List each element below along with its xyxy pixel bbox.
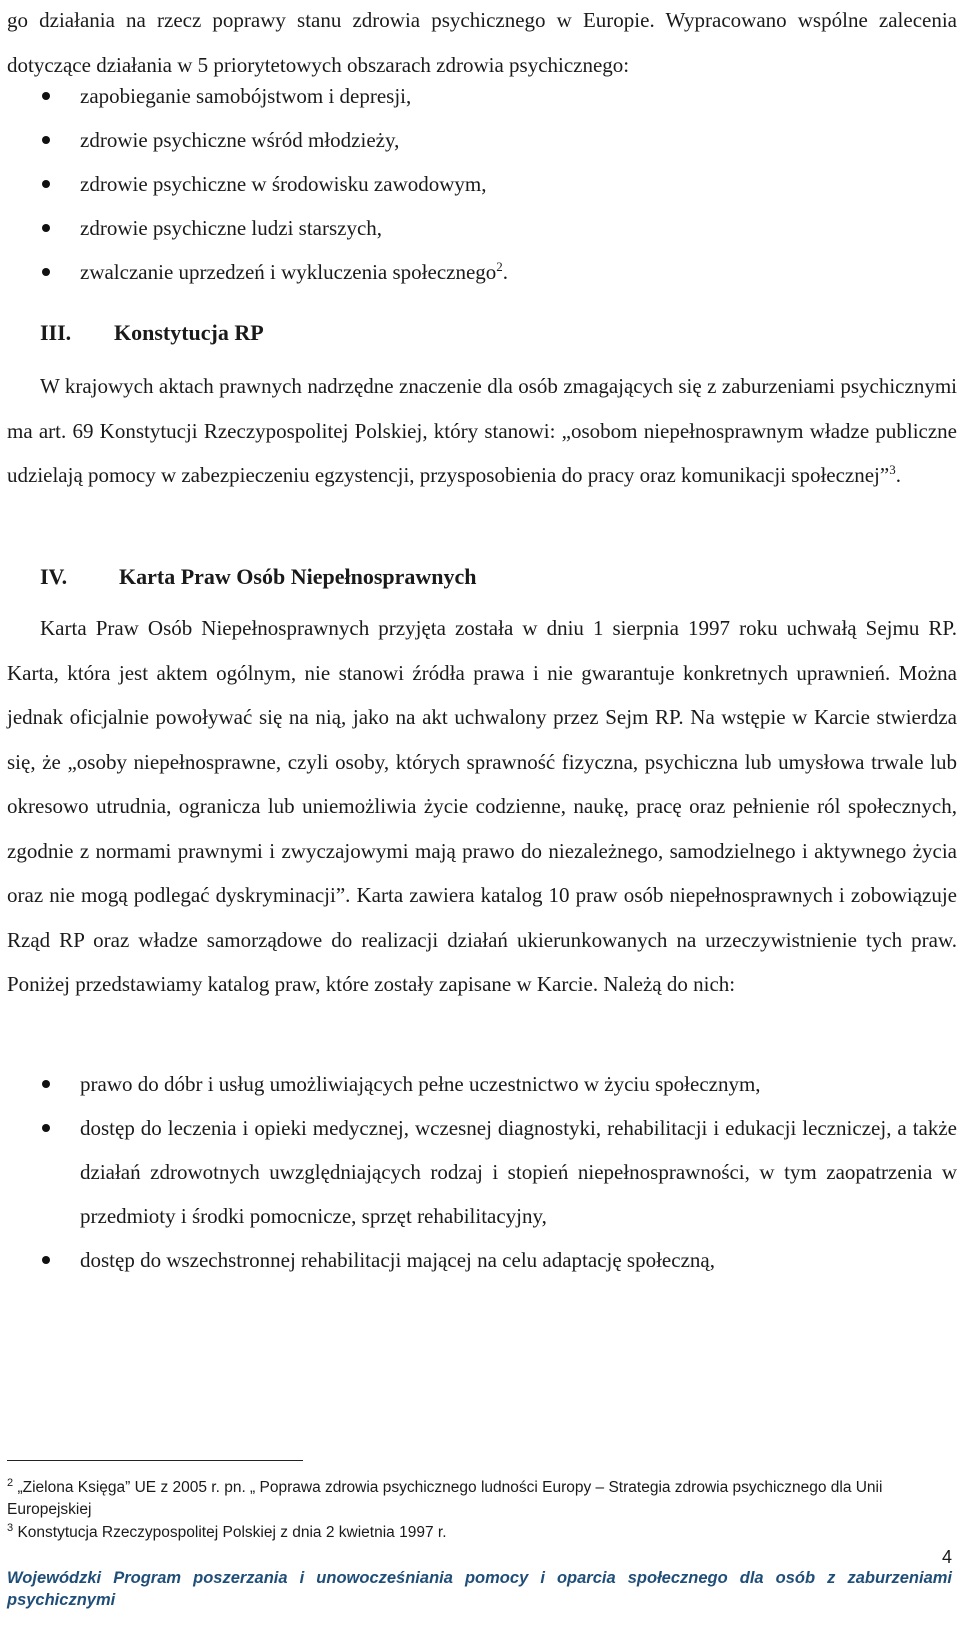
- intro-paragraph: go działania na rzecz poprawy stanu zdrowia psychicznego w Europie. Wypracowano wspólne zalecenia dotyczące działania w 5 priorytetowych obszarach zdrowia psychicznego:: [7, 8, 957, 77]
- bullet-icon: [42, 224, 50, 232]
- section-title: Konstytucja RP: [114, 320, 264, 345]
- footnote-separator: [7, 1460, 303, 1461]
- bullet-icon: [42, 1080, 50, 1088]
- section-heading-charter: [40, 562, 477, 592]
- list-item: dostęp do leczenia i opieki medycznej, wczesnej diagnostyki, rehabilitacji i edukacji leczniczej, a także działań zdrowotnych uwzględniających rodzaj i stopień niepełnosprawności, w tym zaopatrzenia w przedmioty i środki pomocnicze, sprzęt rehabilitacyjny,: [0, 1106, 960, 1238]
- section-number: IV.: [40, 564, 68, 589]
- charter-paragraph: Karta Praw Osób Niepełnosprawnych przyjęta została w dniu 1 sierpnia 1997 roku uchwałą Sejmu RP. Karta, która jest aktem ogólnym, nie stanowi źródła prawa i nie gwarantuje konkretnych uprawnień. Można jednak oficjalnie powoływać się na nią, jako na akt uchwalony przez Sejm RP. Na wstępie w Karcie stwierdza się, że „osoby niepełnosprawne, czyli osoby, których sprawność fizyczna, psychiczna lub umysłowa trwale lub okresowo utrudnia, ogranicza lub uniemożliwia życie codzienne, naukę, pracę oraz pełnienie ról społecznych, zgodnie z normami prawnymi i zwyczajowymi mają prawo do niezależnego, samodzielnego i aktywnego życia oraz nie mogą podlegać dyskryminacji”. Karta zawiera katalog 10 praw osób niepełnosprawnych i zobowiązuje Rząd RP oraz władze samorządowe do realizacji działań ukierunkowanych na urzeczywistnienie tych praw. Poniżej przedstawiamy katalog praw, które zostały zapisane w Karcie. Należą do nich:: [7, 616, 957, 996]
- charter-rights-list: [0, 1062, 960, 1282]
- bullet-icon: [42, 1124, 50, 1132]
- list-item: prawo do dóbr i usług umożliwiających pełne uczestnictwo w życiu społecznym,: [0, 1062, 960, 1106]
- footnote-3: $^3$ Konstytucja Rzeczypospolitej Polskiej z dnia 2 kwietnia 1997 r.: [7, 1521, 447, 1541]
- running-footer: Wojewódzki Program poszerzania i unowocześniania pomocy i oparcia społecznego dla osób z zaburzeniami psychicznymi: [7, 1569, 952, 1609]
- constitution-paragraph: W krajowych aktach prawnych nadrzędne znaczenie dla osób zmagających się z zaburzeniami psychicznymi ma art. 69 Konstytucji Rzeczypospolitej Polskiej, który stanowi: „osobom niepełnosprawnym władze publiczne udzielają pomocy w zabezpieczeniu egzystencji, przysposobienia do pracy oraz komunikacji społecznej”$^3$.: [7, 374, 957, 487]
- footnote-2: $^2$ „Zielona Księga” UE z 2005 r. pn. „ Poprawa zdrowia psychicznego ludności Europy – Strategia zdrowia psychicznego dla Unii Europejskiej: [7, 1476, 883, 1518]
- bullet-icon: [42, 1256, 50, 1264]
- list-item: zdrowie psychiczne ludzi starszych,: [0, 206, 960, 250]
- page-number: 4: [941, 1547, 952, 1567]
- footnote-ref[interactable]: 2: [496, 259, 503, 274]
- footnote-ref[interactable]: 3: [889, 462, 896, 477]
- list-item: zdrowie psychiczne wśród młodzieży,: [0, 118, 960, 162]
- list-item: zwalczanie uprzedzeń i wykluczenia społecznego$^2$.: [0, 250, 960, 294]
- bullet-icon: [42, 136, 50, 144]
- bullet-icon: [42, 92, 50, 100]
- bullet-icon: [42, 180, 50, 188]
- section-heading-constitution: [40, 318, 264, 348]
- section-number: III.: [40, 320, 72, 345]
- list-item: zapobieganie samobójstwom i depresji,: [0, 74, 960, 118]
- section-title: Karta Praw Osób Niepełnosprawnych: [119, 564, 477, 589]
- bullet-icon: [42, 268, 50, 276]
- priority-areas-list: [0, 74, 960, 294]
- list-item: dostęp do wszechstronnej rehabilitacji mającej na celu adaptację społeczną,: [0, 1238, 960, 1282]
- list-item: zdrowie psychiczne w środowisku zawodowym,: [0, 162, 960, 206]
